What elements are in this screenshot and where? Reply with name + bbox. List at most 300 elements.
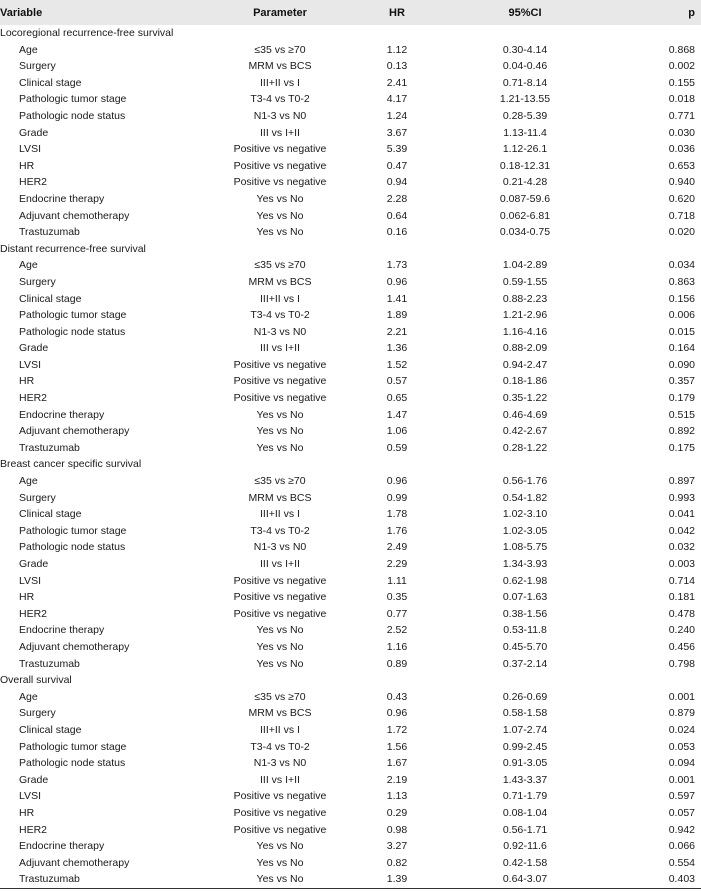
table-row: [0, 838, 701, 855]
cell-hr: 1.12: [386, 43, 408, 56]
cell-variable: Grade: [19, 773, 49, 786]
cell-ci: 1.13-11.4: [503, 126, 547, 139]
cell-hr: 1.89: [386, 309, 408, 322]
cell-ci: 1.21-2.96: [502, 309, 548, 322]
cell-hr: 0.59: [386, 441, 408, 454]
cell-ci: 0.07-1.63: [502, 591, 548, 604]
cell-parameter: ≤35 vs ≥70: [254, 259, 306, 272]
group-header-row: [0, 672, 701, 689]
cell-hr: 0.94: [386, 176, 408, 189]
cell-parameter: Positive vs negative: [233, 375, 327, 388]
cell-variable: Adjuvant chemotherapy: [19, 856, 130, 869]
table-row: [0, 788, 701, 805]
table-row: [0, 257, 701, 274]
cell-hr: 2.49: [386, 541, 408, 554]
cell-p-value: 0.863: [668, 275, 695, 288]
cell-variable: Clinical stage: [19, 508, 82, 521]
cell-ci: 0.18-12.31: [499, 159, 551, 172]
cell-p-value: 0.771: [668, 109, 695, 122]
cell-variable: Pathologic node status: [19, 757, 126, 770]
cell-ci: 0.30-4.14: [502, 43, 548, 56]
cell-p-value: 0.879: [668, 707, 695, 720]
table-row: [0, 174, 701, 191]
cell-ci: 0.92-11.6: [503, 840, 547, 853]
cell-variable: Adjuvant chemotherapy: [19, 425, 130, 438]
cell-parameter: Yes vs No: [256, 209, 304, 222]
cell-parameter: III+II vs I: [260, 723, 300, 736]
header-variable: Variable: [0, 0, 218, 25]
cell-parameter: N1-3 vs N0: [253, 109, 307, 122]
cell-ci: 0.59-1.55: [502, 275, 548, 288]
group-label: Breast cancer specific survival: [0, 458, 142, 471]
cell-hr: 0.47: [386, 159, 408, 172]
cell-hr: 0.96: [386, 707, 408, 720]
table-row: [0, 390, 701, 407]
cell-hr: 0.43: [386, 690, 408, 703]
cell-parameter: Positive vs negative: [233, 176, 327, 189]
table-header: [0, 0, 701, 25]
cell-hr: 1.39: [342, 871, 452, 888]
cell-ci: 0.08-1.04: [502, 806, 548, 819]
cell-p-value: 0.018: [668, 93, 695, 106]
cell-hr: 4.17: [386, 93, 408, 106]
table-row: [0, 656, 701, 673]
cell-ci: 0.71-1.79: [502, 790, 548, 803]
cell-variable: Age: [19, 475, 38, 488]
table-row: [0, 573, 701, 590]
cell-ci: 0.64-3.07: [452, 871, 598, 888]
cell-hr: 0.57: [386, 375, 408, 388]
cell-parameter: T3-4 vs T0-2: [250, 309, 310, 322]
table-row: [0, 423, 701, 440]
cell-ci: 0.034-0.75: [499, 226, 551, 239]
cell-variable: Trastuzumab: [19, 441, 80, 454]
table-row: [0, 490, 701, 507]
cell-ci: 0.88-2.23: [502, 292, 548, 305]
header-row: [0, 0, 701, 25]
cell-parameter: Yes vs No: [256, 840, 304, 853]
cell-parameter: Yes vs No: [256, 192, 304, 205]
cell-hr: 2.41: [386, 76, 408, 89]
cell-parameter: Yes vs No: [256, 226, 304, 239]
cell-p-value: 0.868: [668, 43, 695, 56]
cell-p-value: 0.714: [668, 574, 695, 587]
cell-variable: Pathologic node status: [19, 109, 126, 122]
cell-p-value: 0.003: [668, 558, 695, 570]
cell-ci: 0.56-1.76: [502, 475, 548, 488]
cell-hr: 2.19: [386, 773, 408, 786]
cell-variable: Endocrine therapy: [19, 624, 105, 637]
header-p: p: [598, 0, 701, 25]
cell-parameter: MRM vs BCS: [248, 60, 312, 73]
cell-hr: 2.21: [386, 325, 408, 338]
table-row: [0, 158, 701, 175]
cell-parameter: Positive vs negative: [233, 607, 327, 620]
cell-parameter: Positive vs negative: [233, 143, 327, 156]
cell-hr: 0.77: [386, 607, 408, 620]
cell-hr: 1.72: [386, 723, 408, 736]
cell-ci: 0.62-1.98: [502, 574, 548, 587]
cell-hr: 0.65: [386, 392, 408, 405]
cell-ci: 1.07-2.74: [502, 723, 548, 736]
cell-hr: 1.11: [387, 574, 407, 587]
cell-p-value: 0.175: [668, 441, 695, 454]
table-row: [0, 274, 701, 291]
cell-variable: Pathologic tumor stage: [19, 309, 127, 322]
cell-p-value: 0.478: [668, 607, 695, 620]
cell-p-value: 0.164: [668, 342, 695, 355]
cell-p-value: 0.015: [668, 325, 695, 338]
cell-hr: 1.76: [386, 524, 408, 537]
cell-parameter: T3-4 vs T0-2: [250, 524, 310, 537]
cell-p-value: 0.240: [668, 624, 695, 637]
cell-variable: Pathologic node status: [19, 325, 126, 338]
cell-p-value: 0.020: [668, 226, 695, 239]
table-row: [0, 855, 701, 872]
table-row: [0, 722, 701, 739]
cell-variable: LVSI: [19, 574, 41, 587]
cell-ci: 0.46-4.69: [502, 408, 548, 421]
cell-ci: 0.91-3.05: [502, 757, 548, 770]
table-row: [0, 556, 701, 573]
cell-p-value: 0.057: [668, 806, 695, 819]
cell-ci: 0.58-1.58: [502, 707, 548, 720]
cell-p-value: 0.993: [668, 491, 695, 504]
cell-ci: 0.54-1.82: [502, 491, 548, 504]
cell-variable: HER2: [19, 176, 48, 189]
group-label: Overall survival: [0, 674, 72, 687]
table-row: [0, 357, 701, 374]
cell-variable: Grade: [19, 342, 49, 355]
cell-parameter: III+II vs I: [260, 508, 300, 521]
cell-parameter: III vs I+II: [260, 558, 300, 570]
table-row: [0, 108, 701, 125]
cell-hr: 0.35: [386, 591, 408, 604]
table-row: [0, 739, 701, 756]
cell-variable: Age: [19, 690, 38, 703]
table-row: [0, 639, 701, 656]
cell-variable: Surgery: [19, 275, 56, 288]
cell-variable: Grade: [19, 126, 49, 139]
cell-parameter: Positive vs negative: [233, 159, 327, 172]
cell-p-value: 0.001: [668, 690, 695, 703]
table-row: [0, 125, 701, 142]
cell-variable: LVSI: [19, 358, 41, 371]
cell-ci: 1.34-3.93: [502, 558, 548, 570]
header-parameter: Parameter: [218, 0, 342, 25]
table-row: [0, 473, 701, 490]
cell-parameter: ≤35 vs ≥70: [254, 475, 306, 488]
table-row: [0, 407, 701, 424]
cell-hr: 1.52: [386, 358, 408, 371]
cell-p-value: 0.357: [668, 375, 695, 388]
cell-parameter: Positive vs negative: [233, 591, 327, 604]
cell-hr: 1.56: [386, 740, 408, 753]
cell-parameter: III vs I+II: [260, 342, 300, 355]
cell-p-value: 0.597: [668, 790, 695, 803]
cell-parameter: III vs I+II: [260, 773, 300, 786]
cell-hr: 1.16: [386, 640, 408, 653]
cell-parameter: T3-4 vs T0-2: [250, 93, 310, 106]
cell-variable: HR: [19, 159, 35, 172]
cell-parameter: III+II vs I: [260, 292, 300, 305]
cell-variable: Pathologic node status: [19, 541, 126, 554]
table-row: [0, 340, 701, 357]
cell-parameter: N1-3 vs N0: [253, 757, 307, 770]
cell-hr: 1.47: [386, 408, 408, 421]
cell-parameter: MRM vs BCS: [248, 275, 312, 288]
cell-p-value: 0.006: [668, 309, 695, 322]
cell-ci: 0.37-2.14: [502, 657, 548, 670]
table-row: [0, 191, 701, 208]
cell-ci: 1.02-3.05: [502, 524, 548, 537]
cell-ci: 0.56-1.71: [502, 823, 548, 836]
cell-p-value: 0.181: [668, 591, 695, 604]
table-row: [0, 589, 701, 606]
cell-hr: 3.27: [386, 840, 408, 853]
cell-ci: 1.04-2.89: [502, 259, 548, 272]
cell-ci: 0.062-6.81: [499, 209, 551, 222]
cell-ci: 0.94-2.47: [502, 358, 548, 371]
cell-parameter: Positive vs negative: [233, 806, 327, 819]
cell-parameter: III vs I+II: [260, 126, 300, 139]
table-row: [0, 75, 701, 92]
cell-hr: 0.99: [386, 491, 408, 504]
cell-parameter: Yes vs No: [256, 856, 304, 869]
table-row: [0, 224, 701, 241]
cell-parameter: Yes vs No: [218, 871, 342, 888]
cell-variable: Trastuzumab: [0, 871, 218, 888]
cell-ci: 0.42-1.58: [502, 856, 548, 869]
cell-p-value: 0.156: [668, 292, 695, 305]
cell-parameter: Yes vs No: [256, 425, 304, 438]
cell-ci: 1.12-26.1: [502, 143, 548, 156]
cell-p-value: 0.179: [668, 392, 695, 405]
cell-variable: Adjuvant chemotherapy: [19, 209, 130, 222]
cell-hr: 1.24: [386, 109, 408, 122]
group-header-row: [0, 456, 701, 473]
table-row: [0, 307, 701, 324]
table-row: [0, 689, 701, 706]
cell-hr: 1.78: [386, 508, 408, 521]
header-ci: 95%CI: [452, 0, 598, 25]
cell-hr: 2.28: [386, 192, 408, 205]
cell-hr: 5.39: [386, 143, 408, 156]
table-row: [0, 373, 701, 390]
table-row: [0, 871, 701, 888]
cell-ci: 0.28-5.39: [502, 109, 548, 122]
cell-hr: 0.96: [386, 275, 408, 288]
cell-variable: Surgery: [19, 60, 56, 73]
cell-parameter: N1-3 vs N0: [253, 541, 307, 554]
cell-hr: 0.82: [386, 856, 408, 869]
cell-p-value: 0.798: [668, 657, 695, 670]
table-row: [0, 141, 701, 158]
cell-parameter: N1-3 vs N0: [253, 325, 307, 338]
cell-variable: HR: [19, 375, 35, 388]
cell-variable: Grade: [19, 558, 49, 570]
cell-variable: Surgery: [19, 491, 56, 504]
cell-p-value: 0.041: [668, 508, 695, 521]
cell-p-value: 0.620: [668, 192, 695, 205]
table-body: [0, 25, 701, 888]
cell-parameter: MRM vs BCS: [248, 707, 312, 720]
cell-p-value: 0.515: [668, 408, 695, 421]
cell-parameter: Yes vs No: [256, 624, 304, 637]
cell-p-value: 0.030: [668, 126, 695, 139]
cell-hr: 3.67: [386, 126, 408, 139]
cell-hr: 0.64: [386, 209, 408, 222]
cell-parameter: ≤35 vs ≥70: [254, 43, 306, 56]
cell-parameter: T3-4 vs T0-2: [250, 740, 310, 753]
cell-variable: Pathologic tumor stage: [19, 740, 127, 753]
cell-ci: 0.45-5.70: [502, 640, 548, 653]
cell-parameter: Positive vs negative: [233, 823, 327, 836]
cell-p-value: 0.034: [668, 259, 695, 272]
group-label: Distant recurrence-free survival: [0, 242, 146, 255]
cell-p-value: 0.554: [668, 856, 695, 869]
cell-hr: 0.29: [386, 806, 408, 819]
cell-p-value: 0.653: [668, 159, 695, 172]
cell-variable: Trastuzumab: [19, 226, 80, 239]
cell-p-value: 0.036: [668, 143, 695, 156]
cell-variable: Endocrine therapy: [19, 192, 105, 205]
cell-parameter: Yes vs No: [256, 657, 304, 670]
cell-hr: 0.98: [386, 823, 408, 836]
cell-ci: 0.38-1.56: [502, 607, 548, 620]
cell-p-value: 0.403: [598, 871, 701, 888]
cell-variable: Age: [19, 43, 38, 56]
table-row: [0, 324, 701, 341]
cell-variable: HER2: [19, 607, 48, 620]
group-header-row: [0, 241, 701, 258]
table-row: [0, 42, 701, 59]
cell-hr: 0.13: [386, 60, 408, 73]
table-row: [0, 523, 701, 540]
cell-p-value: 0.032: [668, 541, 695, 554]
cell-ci: 1.02-3.10: [502, 508, 548, 521]
cell-variable: LVSI: [19, 790, 41, 803]
cell-ci: 1.08-5.75: [502, 541, 548, 554]
cell-hr: 0.16: [386, 226, 408, 239]
cell-parameter: Positive vs negative: [233, 392, 327, 405]
cell-p-value: 0.456: [668, 640, 695, 653]
header-hr: HR: [342, 0, 452, 25]
table-row: [0, 291, 701, 308]
cell-parameter: III+II vs I: [260, 76, 300, 89]
cell-ci: 1.43-3.37: [502, 773, 548, 786]
cell-p-value: 0.042: [668, 524, 695, 537]
group-header-row: [0, 25, 701, 42]
cell-parameter: Positive vs negative: [233, 574, 327, 587]
table-row: [0, 539, 701, 556]
cell-ci: 0.18-1.86: [502, 375, 548, 388]
cell-hr: 1.36: [386, 342, 408, 355]
cell-p-value: 0.066: [668, 840, 695, 853]
cell-ci: 0.42-2.67: [502, 425, 548, 438]
cell-ci: 0.21-4.28: [502, 176, 548, 189]
cell-ci: 0.04-0.46: [502, 60, 548, 73]
cell-variable: Clinical stage: [19, 292, 82, 305]
cell-variable: Endocrine therapy: [19, 408, 105, 421]
cell-hr: 0.89: [386, 657, 408, 670]
group-label: Locoregional recurrence-free survival: [0, 27, 174, 39]
cell-variable: LVSI: [19, 143, 41, 156]
cell-p-value: 0.897: [668, 475, 695, 488]
cell-p-value: 0.892: [668, 425, 695, 438]
cell-ci: 0.99-2.45: [502, 740, 548, 753]
cell-ci: 1.21-13.55: [499, 93, 551, 106]
cell-variable: Clinical stage: [19, 723, 82, 736]
table-row: [0, 805, 701, 822]
cell-hr: 1.06: [386, 425, 408, 438]
cell-variable: Surgery: [19, 707, 56, 720]
cell-parameter: Positive vs negative: [233, 358, 327, 371]
cell-parameter: ≤35 vs ≥70: [254, 690, 306, 703]
table-row: [0, 440, 701, 457]
cell-variable: Pathologic tumor stage: [19, 524, 127, 537]
cell-hr: 1.13: [386, 790, 408, 803]
cell-hr: 0.96: [386, 475, 408, 488]
cell-hr: 2.29: [386, 558, 408, 570]
table-row: [0, 208, 701, 225]
cell-p-value: 0.053: [668, 740, 695, 753]
cell-ci: 0.53-11.8: [503, 624, 547, 637]
cell-parameter: Yes vs No: [256, 408, 304, 421]
cell-variable: Trastuzumab: [19, 657, 80, 670]
cell-hr: 1.41: [386, 292, 408, 305]
cell-variable: Endocrine therapy: [19, 840, 105, 853]
cell-p-value: 0.001: [668, 773, 695, 786]
table-row: [0, 506, 701, 523]
cell-ci: 0.28-1.22: [502, 441, 548, 454]
cell-p-value: 0.940: [668, 176, 695, 189]
table-row: [0, 606, 701, 623]
cell-variable: HER2: [19, 392, 48, 405]
cell-p-value: 0.002: [668, 60, 695, 73]
cell-parameter: Positive vs negative: [233, 790, 327, 803]
cell-hr: 1.67: [386, 757, 408, 770]
cell-ci: 1.16-4.16: [502, 325, 548, 338]
cell-parameter: Yes vs No: [256, 640, 304, 653]
cell-variable: Age: [19, 259, 38, 272]
cell-hr: 2.52: [386, 624, 408, 637]
cell-variable: HR: [19, 591, 35, 604]
cell-ci: 0.35-1.22: [502, 392, 548, 405]
table-row: [0, 755, 701, 772]
cell-variable: HR: [19, 806, 35, 819]
cell-p-value: 0.090: [668, 358, 695, 371]
table-row: [0, 705, 701, 722]
table-row: [0, 91, 701, 108]
cell-ci: 0.26-0.69: [502, 690, 548, 703]
table-row: [0, 822, 701, 839]
table-row: [0, 772, 701, 789]
table-row: [0, 622, 701, 639]
cell-parameter: Yes vs No: [256, 441, 304, 454]
cell-p-value: 0.942: [668, 823, 695, 836]
cell-p-value: 0.155: [668, 76, 695, 89]
table-row: [0, 58, 701, 75]
cell-variable: Pathologic tumor stage: [19, 93, 127, 106]
cell-p-value: 0.024: [668, 723, 695, 736]
cell-ci: 0.71-8.14: [502, 76, 548, 89]
cell-parameter: MRM vs BCS: [248, 491, 312, 504]
cell-hr: 1.73: [386, 259, 408, 272]
cell-ci: 0.88-2.09: [502, 342, 548, 355]
cell-ci: 0.087-59.6: [499, 192, 551, 205]
cell-variable: HER2: [19, 823, 48, 836]
